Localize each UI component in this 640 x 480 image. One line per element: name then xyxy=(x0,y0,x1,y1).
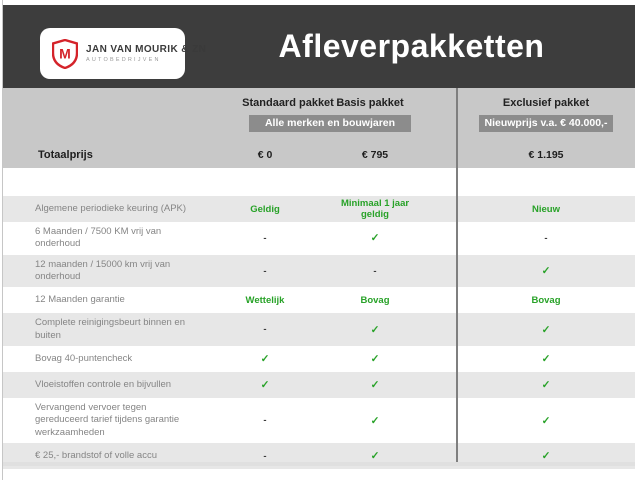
totals-exclusief: € 1.195 xyxy=(528,149,564,161)
column-divider-line xyxy=(456,88,458,466)
table-row xyxy=(3,346,635,372)
brand-monogram: M xyxy=(59,45,71,61)
basis-value: ✓ xyxy=(370,353,380,366)
feature-label: 12 maanden / 15000 km vrij van onderhoud xyxy=(35,258,171,283)
badge-new-price: Nieuwprijs v.a. € 40.000,- xyxy=(479,115,613,132)
package-header-band xyxy=(3,88,635,168)
feature-label: Bovag 40-puntencheck xyxy=(35,352,133,364)
standaard-value: ✓ xyxy=(260,353,270,366)
column-header-basis: Basis pakket xyxy=(336,97,404,109)
feature-rows xyxy=(3,196,635,469)
basis-value: ✓ xyxy=(370,379,380,392)
exclusief-value: ✓ xyxy=(541,265,551,278)
exclusief-value: ✓ xyxy=(541,379,551,392)
table-row xyxy=(3,222,635,255)
totals-standaard: € 0 xyxy=(257,149,273,161)
standaard-value: Wettelijk xyxy=(245,294,285,306)
exclusief-value: Nieuw xyxy=(532,203,560,215)
basis-value: ✓ xyxy=(370,414,380,427)
column-header-exclusief: Exclusief pakket xyxy=(502,97,590,109)
feature-label: € 25,- brandstof of volle accu xyxy=(35,449,157,461)
exclusief-value: ✓ xyxy=(541,353,551,366)
basis-value: - xyxy=(373,265,377,277)
standaard-value: - xyxy=(263,232,267,244)
feature-label: Vervangend vervoer tegen gereduceerd tarief tijdens garantie werkzaamheden xyxy=(35,402,180,438)
exclusief-value: ✓ xyxy=(541,450,551,463)
totals-label: Totaalprijs xyxy=(38,149,93,161)
basis-value: ✓ xyxy=(370,323,380,336)
page-header xyxy=(3,5,635,88)
feature-label: Complete reinigingsbeurt binnen en buiten xyxy=(35,317,185,341)
table-row xyxy=(3,372,635,398)
brand-logo xyxy=(40,28,207,79)
brand-name: JAN VAN MOURIK & ZN xyxy=(86,44,207,55)
exclusief-value: - xyxy=(544,232,548,244)
standaard-value: - xyxy=(263,265,267,277)
totals-basis: € 795 xyxy=(361,149,389,161)
standaard-value: - xyxy=(263,450,267,462)
feature-label: 12 Maanden garantie xyxy=(35,294,125,306)
table-row xyxy=(3,313,635,346)
exclusief-value: Bovag xyxy=(531,294,561,306)
exclusief-value: ✓ xyxy=(541,414,551,427)
table-row xyxy=(3,398,635,443)
badge-all-brands: Alle merken en bouwjaren xyxy=(249,115,411,132)
feature-label: Vloeistoffen controle en bijvullen xyxy=(35,378,172,390)
column-header-standaard: Standaard pakket xyxy=(242,97,334,109)
standaard-value: ✓ xyxy=(260,379,270,392)
table-row xyxy=(3,255,635,288)
standaard-value: - xyxy=(263,324,267,336)
exclusief-value: ✓ xyxy=(541,323,551,336)
feature-label: 6 Maanden / 7500 KM vrij van onderhoud xyxy=(35,226,162,250)
totals-row xyxy=(3,142,635,168)
brand-subtitle: AUTOBEDRIJVEN xyxy=(86,57,161,63)
basis-value: Minimaal 1 jaar geldig xyxy=(340,198,410,220)
table-row xyxy=(3,287,635,313)
standaard-value: Geldig xyxy=(250,203,280,215)
table-row xyxy=(3,196,635,222)
basis-value: ✓ xyxy=(370,232,380,245)
standaard-value: - xyxy=(263,415,267,427)
page-title: Afleverpakketten xyxy=(278,28,545,64)
footer-strip xyxy=(3,462,635,466)
m-shield-icon xyxy=(52,39,78,69)
feature-label: Algemene periodieke keuring (APK) xyxy=(35,202,187,214)
basis-value: Bovag xyxy=(360,294,390,306)
basis-value: ✓ xyxy=(370,450,380,463)
